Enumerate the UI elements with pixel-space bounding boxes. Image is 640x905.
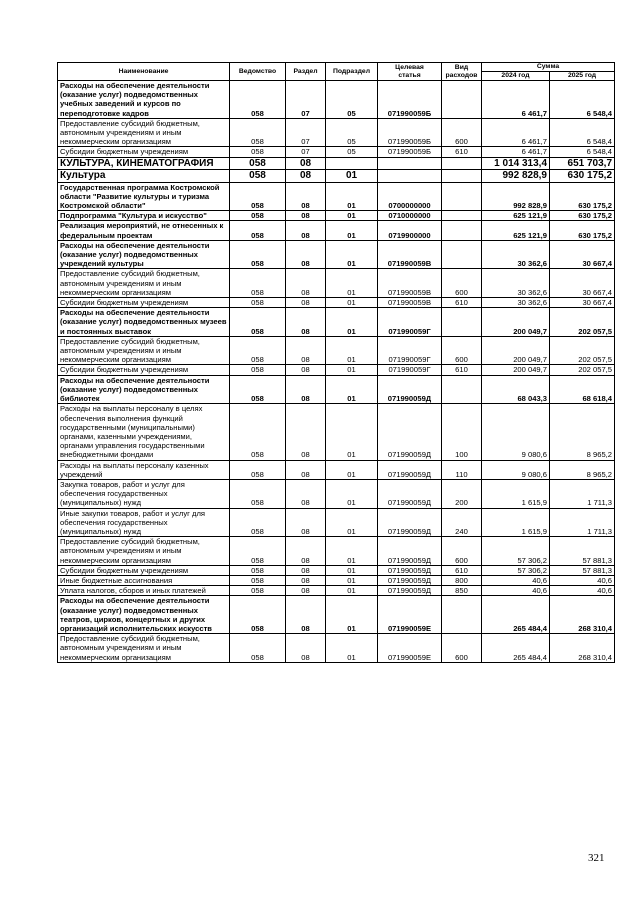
row-sum-2025-cell: 202 057,5 — [550, 308, 615, 337]
row-expense-type-cell: 600 — [442, 537, 482, 566]
table-row — [58, 308, 615, 337]
row-sum-2025-cell: 202 057,5 — [550, 365, 615, 375]
row-sum-2025-cell: 1 711,3 — [550, 479, 615, 508]
row-sum-2024-cell: 200 049,7 — [482, 336, 550, 365]
budget-table — [57, 62, 615, 663]
row-target-article-cell: 071990059Д — [378, 460, 442, 479]
row-sum-2024-cell: 30 362,6 — [482, 298, 550, 308]
table-row — [58, 182, 615, 211]
row-expense-type-cell: 600 — [442, 269, 482, 298]
row-target-article-cell: 071990059Д — [378, 479, 442, 508]
row-razdel-cell: 08 — [286, 157, 326, 170]
row-podrazdel-cell: 01 — [326, 596, 378, 634]
row-sum-2024-cell: 9 080,6 — [482, 460, 550, 479]
header-target-article — [378, 63, 442, 81]
table-row — [58, 479, 615, 508]
row-sum-2025-cell: 268 310,4 — [550, 596, 615, 634]
row-sum-2024-cell: 200 049,7 — [482, 308, 550, 337]
row-vedomstvo-cell: 058 — [230, 81, 286, 119]
table-row — [58, 460, 615, 479]
row-target-article-cell: 071990059Б — [378, 147, 442, 157]
row-expense-type-cell — [442, 221, 482, 240]
row-expense-type-cell: 610 — [442, 298, 482, 308]
row-expense-type-cell — [442, 182, 482, 211]
row-sum-2025-cell: 40,6 — [550, 586, 615, 596]
row-name-cell: Субсидии бюджетным учреждениям — [58, 147, 230, 157]
row-expense-type-cell — [442, 596, 482, 634]
row-razdel-cell: 08 — [286, 586, 326, 596]
row-podrazdel-cell: 01 — [326, 336, 378, 365]
row-razdel-cell: 08 — [286, 508, 326, 537]
table-row — [58, 336, 615, 365]
table-row — [58, 404, 615, 460]
row-expense-type-cell — [442, 170, 482, 183]
row-razdel-cell: 08 — [286, 460, 326, 479]
row-razdel-cell: 08 — [286, 537, 326, 566]
row-razdel-cell: 08 — [286, 298, 326, 308]
row-target-article-cell: 071990059Д — [378, 508, 442, 537]
row-vedomstvo-cell: 058 — [230, 221, 286, 240]
row-razdel-cell: 08 — [286, 269, 326, 298]
row-razdel-cell: 08 — [286, 404, 326, 460]
row-razdel-cell: 08 — [286, 170, 326, 183]
row-podrazdel-cell: 05 — [326, 81, 378, 119]
row-name-cell: Субсидии бюджетным учреждениям — [58, 565, 230, 575]
row-expense-type-cell: 850 — [442, 586, 482, 596]
row-name-cell: Предоставление субсидий бюджетным, автономным учреждениям и иным некоммерческим организациям — [58, 537, 230, 566]
row-target-article-cell: 071990059В — [378, 269, 442, 298]
row-vedomstvo-cell: 058 — [230, 375, 286, 404]
table-row — [58, 211, 615, 221]
row-podrazdel-cell: 01 — [326, 365, 378, 375]
table-row — [58, 537, 615, 566]
row-podrazdel-cell: 01 — [326, 479, 378, 508]
row-podrazdel-cell: 01 — [326, 460, 378, 479]
row-expense-type-cell: 200 — [442, 479, 482, 508]
row-expense-type-cell: 600 — [442, 634, 482, 663]
row-name-cell: Предоставление субсидий бюджетным, автономным учреждениям и иным некоммерческим организациям — [58, 269, 230, 298]
row-vedomstvo-cell: 058 — [230, 460, 286, 479]
row-sum-2024-cell: 6 461,7 — [482, 118, 550, 147]
row-sum-2024-cell: 992 828,9 — [482, 170, 550, 183]
row-vedomstvo-cell: 058 — [230, 586, 286, 596]
row-target-article-cell: 071990059Д — [378, 375, 442, 404]
table-row — [58, 81, 615, 119]
row-expense-type-cell: 240 — [442, 508, 482, 537]
table-row — [58, 586, 615, 596]
header-vedomstvo: Ведомство — [230, 63, 286, 81]
row-sum-2025-cell: 268 310,4 — [550, 634, 615, 663]
row-vedomstvo-cell: 058 — [230, 404, 286, 460]
row-razdel-cell: 08 — [286, 221, 326, 240]
row-expense-type-cell: 610 — [442, 147, 482, 157]
row-sum-2024-cell: 1 615,9 — [482, 508, 550, 537]
row-vedomstvo-cell: 058 — [230, 336, 286, 365]
row-podrazdel-cell: 01 — [326, 508, 378, 537]
row-podrazdel-cell: 01 — [326, 565, 378, 575]
row-razdel-cell: 08 — [286, 211, 326, 221]
table-row — [58, 118, 615, 147]
row-razdel-cell: 08 — [286, 240, 326, 269]
row-expense-type-cell: 100 — [442, 404, 482, 460]
table-row — [58, 596, 615, 634]
table-row — [58, 634, 615, 663]
row-sum-2024-cell: 57 306,2 — [482, 537, 550, 566]
row-razdel-cell: 08 — [286, 479, 326, 508]
row-vedomstvo-cell: 058 — [230, 157, 286, 170]
header-expense-type — [442, 63, 482, 81]
row-target-article-cell: 071990059Д — [378, 404, 442, 460]
row-name-cell: Расходы на обеспечение деятельности (оказание услуг) подведомственных учебных заведений и курсов по переподготовке кадров — [58, 81, 230, 119]
row-expense-type-cell — [442, 157, 482, 170]
row-sum-2025-cell: 8 965,2 — [550, 460, 615, 479]
table-row — [58, 565, 615, 575]
row-name-cell: Реализация мероприятий, не отнесенных к федеральным проектам — [58, 221, 230, 240]
row-sum-2024-cell: 625 121,9 — [482, 211, 550, 221]
row-razdel-cell: 08 — [286, 182, 326, 211]
row-sum-2024-cell: 265 484,4 — [482, 596, 550, 634]
row-sum-2025-cell: 1 711,3 — [550, 508, 615, 537]
row-target-article-cell: 071990059Д — [378, 565, 442, 575]
row-podrazdel-cell: 01 — [326, 182, 378, 211]
row-target-article-cell: 071990059Д — [378, 575, 442, 585]
row-sum-2024-cell: 265 484,4 — [482, 634, 550, 663]
header-sum: Сумма — [482, 63, 615, 72]
table-header — [58, 63, 615, 81]
header-vid-line2: расходов — [445, 71, 478, 79]
row-target-article-cell: 071990059В — [378, 240, 442, 269]
header-target-line2: статья — [398, 71, 421, 79]
row-podrazdel-cell: 01 — [326, 221, 378, 240]
row-name-cell: Расходы на обеспечение деятельности (оказание услуг) подведомственных музеев и постоянных выставок — [58, 308, 230, 337]
row-target-article-cell: 071990059Г — [378, 308, 442, 337]
row-vedomstvo-cell: 058 — [230, 269, 286, 298]
row-name-cell: Закупка товаров, работ и услуг для обеспечения государственных (муниципальных) нужд — [58, 479, 230, 508]
row-podrazdel-cell: 01 — [326, 170, 378, 183]
row-razdel-cell: 07 — [286, 81, 326, 119]
row-sum-2024-cell: 1 014 313,4 — [482, 157, 550, 170]
row-name-cell: Предоставление субсидий бюджетным, автономным учреждениям и иным некоммерческим организациям — [58, 336, 230, 365]
row-expense-type-cell: 110 — [442, 460, 482, 479]
row-target-article-cell: 071990059Г — [378, 365, 442, 375]
row-sum-2025-cell: 30 667,4 — [550, 240, 615, 269]
row-razdel-cell: 07 — [286, 147, 326, 157]
row-vedomstvo-cell: 058 — [230, 596, 286, 634]
row-razdel-cell: 08 — [286, 575, 326, 585]
row-sum-2024-cell: 6 461,7 — [482, 81, 550, 119]
row-name-cell: Предоставление субсидий бюджетным, автономным учреждениям и иным некоммерческим организациям — [58, 634, 230, 663]
row-podrazdel-cell: 05 — [326, 118, 378, 147]
row-vedomstvo-cell: 058 — [230, 479, 286, 508]
row-name-cell: Расходы на выплаты персоналу казенных учреждений — [58, 460, 230, 479]
table-row — [58, 240, 615, 269]
page-number: 321 — [588, 852, 605, 864]
row-sum-2024-cell: 625 121,9 — [482, 221, 550, 240]
row-sum-2025-cell: 651 703,7 — [550, 157, 615, 170]
row-sum-2024-cell: 68 043,3 — [482, 375, 550, 404]
table-row — [58, 157, 615, 170]
row-vedomstvo-cell: 058 — [230, 211, 286, 221]
row-name-cell: Иные бюджетные ассигнования — [58, 575, 230, 585]
row-podrazdel-cell: 01 — [326, 269, 378, 298]
row-target-article-cell: 0710000000 — [378, 211, 442, 221]
row-target-article-cell — [378, 157, 442, 170]
row-vedomstvo-cell: 058 — [230, 537, 286, 566]
row-sum-2024-cell: 40,6 — [482, 575, 550, 585]
row-expense-type-cell: 800 — [442, 575, 482, 585]
row-vedomstvo-cell: 058 — [230, 118, 286, 147]
row-sum-2024-cell: 992 828,9 — [482, 182, 550, 211]
row-expense-type-cell: 610 — [442, 565, 482, 575]
header-year-2024: 2024 год — [482, 72, 550, 81]
row-sum-2025-cell: 630 175,2 — [550, 211, 615, 221]
row-expense-type-cell: 600 — [442, 118, 482, 147]
row-name-cell: Субсидии бюджетным учреждениям — [58, 365, 230, 375]
table-row — [58, 170, 615, 183]
row-sum-2024-cell: 1 615,9 — [482, 479, 550, 508]
row-vedomstvo-cell: 058 — [230, 575, 286, 585]
row-name-cell: Подпрограмма "Культура и искусство" — [58, 211, 230, 221]
row-sum-2025-cell: 6 548,4 — [550, 81, 615, 119]
row-podrazdel-cell: 05 — [326, 147, 378, 157]
row-sum-2024-cell: 30 362,6 — [482, 269, 550, 298]
row-sum-2024-cell: 40,6 — [482, 586, 550, 596]
row-target-article-cell: 071990059Б — [378, 81, 442, 119]
row-vedomstvo-cell: 058 — [230, 147, 286, 157]
table-row — [58, 508, 615, 537]
row-target-article-cell: 071990059Д — [378, 586, 442, 596]
row-sum-2025-cell: 30 667,4 — [550, 298, 615, 308]
row-name-cell: Предоставление субсидий бюджетным, автономным учреждениям и иным некоммерческим организациям — [58, 118, 230, 147]
table-row — [58, 221, 615, 240]
row-vedomstvo-cell: 058 — [230, 240, 286, 269]
row-podrazdel-cell — [326, 157, 378, 170]
row-podrazdel-cell: 01 — [326, 375, 378, 404]
row-podrazdel-cell: 01 — [326, 634, 378, 663]
row-target-article-cell — [378, 170, 442, 183]
row-expense-type-cell — [442, 81, 482, 119]
table-body — [58, 81, 615, 663]
row-sum-2025-cell: 630 175,2 — [550, 182, 615, 211]
row-sum-2025-cell: 202 057,5 — [550, 336, 615, 365]
row-sum-2025-cell: 30 667,4 — [550, 269, 615, 298]
row-sum-2025-cell: 57 881,3 — [550, 565, 615, 575]
row-sum-2025-cell: 68 618,4 — [550, 375, 615, 404]
row-razdel-cell: 08 — [286, 336, 326, 365]
row-sum-2024-cell: 200 049,7 — [482, 365, 550, 375]
row-podrazdel-cell: 01 — [326, 308, 378, 337]
row-name-cell: КУЛЬТУРА, КИНЕМАТОГРАФИЯ — [58, 157, 230, 170]
row-target-article-cell: 071990059Б — [378, 118, 442, 147]
row-sum-2025-cell: 630 175,2 — [550, 221, 615, 240]
row-name-cell: Иные закупки товаров, работ и услуг для обеспечения государственных (муниципальных) нужд — [58, 508, 230, 537]
row-razdel-cell: 08 — [286, 308, 326, 337]
row-podrazdel-cell: 01 — [326, 586, 378, 596]
header-podrazdel: Подраздел — [326, 63, 378, 81]
row-expense-type-cell — [442, 211, 482, 221]
row-podrazdel-cell: 01 — [326, 404, 378, 460]
row-vedomstvo-cell: 058 — [230, 634, 286, 663]
row-sum-2024-cell: 57 306,2 — [482, 565, 550, 575]
row-name-cell: Расходы на выплаты персоналу в целях обеспечения выполнения функций государственными (муниципальными) органами, казенными учреждениями, органами управления государственными внебюджетными фондами — [58, 404, 230, 460]
row-sum-2024-cell: 6 461,7 — [482, 147, 550, 157]
table-row — [58, 298, 615, 308]
row-sum-2025-cell: 57 881,3 — [550, 537, 615, 566]
row-expense-type-cell — [442, 240, 482, 269]
row-vedomstvo-cell: 058 — [230, 565, 286, 575]
row-razdel-cell: 08 — [286, 375, 326, 404]
row-name-cell: Культура — [58, 170, 230, 183]
header-target-line1: Целевая — [395, 63, 424, 71]
header-year-2025: 2025 год — [550, 72, 615, 81]
row-podrazdel-cell: 01 — [326, 298, 378, 308]
row-expense-type-cell — [442, 308, 482, 337]
row-sum-2025-cell: 6 548,4 — [550, 147, 615, 157]
header-razdel: Раздел — [286, 63, 326, 81]
row-razdel-cell: 08 — [286, 565, 326, 575]
row-razdel-cell: 07 — [286, 118, 326, 147]
row-podrazdel-cell: 01 — [326, 211, 378, 221]
row-expense-type-cell — [442, 375, 482, 404]
table-row — [58, 269, 615, 298]
row-target-article-cell: 0719900000 — [378, 221, 442, 240]
row-vedomstvo-cell: 058 — [230, 170, 286, 183]
row-name-cell: Расходы на обеспечение деятельности (оказание услуг) подведомственных библиотек — [58, 375, 230, 404]
row-razdel-cell: 08 — [286, 365, 326, 375]
row-name-cell: Субсидии бюджетным учреждениям — [58, 298, 230, 308]
row-vedomstvo-cell: 058 — [230, 182, 286, 211]
table-row — [58, 365, 615, 375]
row-target-article-cell: 071990059Д — [378, 537, 442, 566]
row-name-cell: Уплата налогов, сборов и иных платежей — [58, 586, 230, 596]
row-name-cell: Расходы на обеспечение деятельности (оказание услуг) подведомственных театров, цирков, концертных и других организаций исполнительских искусств — [58, 596, 230, 634]
row-vedomstvo-cell: 058 — [230, 298, 286, 308]
row-target-article-cell: 0700000000 — [378, 182, 442, 211]
row-vedomstvo-cell: 058 — [230, 365, 286, 375]
table-row — [58, 375, 615, 404]
table-row — [58, 575, 615, 585]
row-sum-2024-cell: 9 080,6 — [482, 404, 550, 460]
row-vedomstvo-cell: 058 — [230, 308, 286, 337]
row-podrazdel-cell: 01 — [326, 240, 378, 269]
row-razdel-cell: 08 — [286, 596, 326, 634]
row-name-cell: Расходы на обеспечение деятельности (оказание услуг) подведомственных учреждений культуры — [58, 240, 230, 269]
row-razdel-cell: 08 — [286, 634, 326, 663]
row-vedomstvo-cell: 058 — [230, 508, 286, 537]
row-expense-type-cell: 600 — [442, 336, 482, 365]
row-sum-2025-cell: 630 175,2 — [550, 170, 615, 183]
row-expense-type-cell: 610 — [442, 365, 482, 375]
row-podrazdel-cell: 01 — [326, 537, 378, 566]
table-row — [58, 147, 615, 157]
row-sum-2025-cell: 40,6 — [550, 575, 615, 585]
row-sum-2025-cell: 6 548,4 — [550, 118, 615, 147]
row-podrazdel-cell: 01 — [326, 575, 378, 585]
row-target-article-cell: 071990059Е — [378, 634, 442, 663]
row-sum-2024-cell: 30 362,6 — [482, 240, 550, 269]
header-name: Наименование — [58, 63, 230, 81]
row-sum-2025-cell: 8 965,2 — [550, 404, 615, 460]
header-vid-line1: Вид — [454, 63, 469, 71]
row-name-cell: Государственная программа Костромской области "Развитие культуры и туризма Костромской области" — [58, 182, 230, 211]
row-target-article-cell: 071990059Г — [378, 336, 442, 365]
row-target-article-cell: 071990059В — [378, 298, 442, 308]
row-target-article-cell: 071990059Е — [378, 596, 442, 634]
